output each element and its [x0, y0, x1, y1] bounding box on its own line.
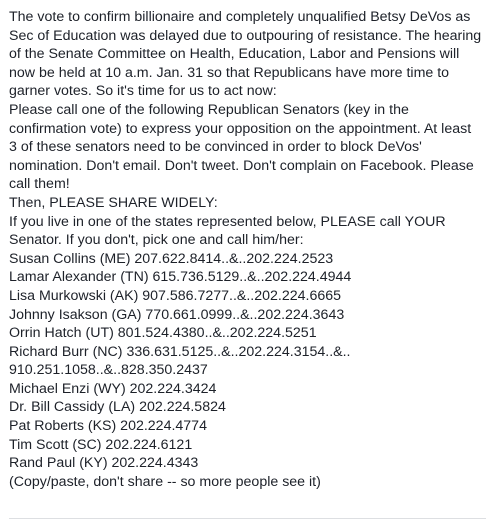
intro-line: of the Senate Committee on Health, Education, Labor and Pensions will — [9, 46, 460, 63]
senator-contact: Johnny Isakson (GA) 770.661.0999..&..202.224.3643 — [9, 306, 345, 323]
bottom-divider — [9, 518, 486, 519]
senator-contact: Pat Roberts (KS) 202.224.4774 — [9, 418, 207, 435]
senator-contact-list — [9, 250, 487, 473]
instruction-paragraph — [9, 213, 487, 250]
senator-contact: Lamar Alexander (TN) 615.736.5129..&..202.224.4944 — [9, 269, 352, 286]
senator-contact-continued: 910.251.1058..&..828.350.2437 — [9, 362, 208, 379]
intro-line: Sec of Education was delayed due to outpouring of resistance. The hearing — [9, 27, 482, 44]
senator-contact: Susan Collins (ME) 207.622.8414..&..202.224.2523 — [9, 250, 334, 267]
intro-paragraph — [9, 8, 487, 101]
instruction-line: Senator. If you don't, pick one and call him/her: — [9, 232, 304, 249]
request-line: call them! — [9, 176, 70, 193]
request-line: nomination. Don't email. Don't tweet. Don't complain on Facebook. Please — [9, 157, 474, 174]
intro-line: now be held at 10 a.m. Jan. 31 so that Republicans have more time to — [9, 64, 450, 81]
senator-contact: Michael Enzi (WY) 202.224.3424 — [9, 380, 217, 397]
senator-contact: Richard Burr (NC) 336.631.5125..&..202.224.3154..&.. — [9, 343, 351, 360]
closing-line: (Copy/paste, don't share -- so more people see it) — [9, 473, 321, 490]
senator-contact: Orrin Hatch (UT) 801.524.4380..&..202.224.5251 — [9, 325, 317, 342]
request-line: confirmation vote) to express your opposition on the appointment. At least — [9, 120, 472, 137]
senator-contact: Dr. Bill Cassidy (LA) 202.224.5824 — [9, 399, 226, 416]
senator-contact: Tim Scott (SC) 202.224.6121 — [9, 436, 193, 453]
request-paragraph — [9, 101, 487, 194]
intro-line: garner votes. So it's time for us to act now: — [9, 83, 277, 100]
instruction-line: If you live in one of the states represented below, PLEASE call YOUR — [9, 213, 446, 230]
request-line: Please call one of the following Republican Senators (key in the — [9, 101, 409, 118]
senator-contact: Rand Paul (KY) 202.224.4343 — [9, 455, 199, 472]
share-line: Then, PLEASE SHARE WIDELY: — [9, 194, 218, 211]
intro-line: The vote to confirm billionaire and completely unqualified Betsy DeVos as — [9, 9, 471, 25]
senator-contact: Lisa Murkowski (AK) 907.586.7277..&..202.224.6665 — [9, 287, 342, 304]
request-line: 3 of these senators need to be convinced in order to block DeVos' — [9, 139, 422, 156]
